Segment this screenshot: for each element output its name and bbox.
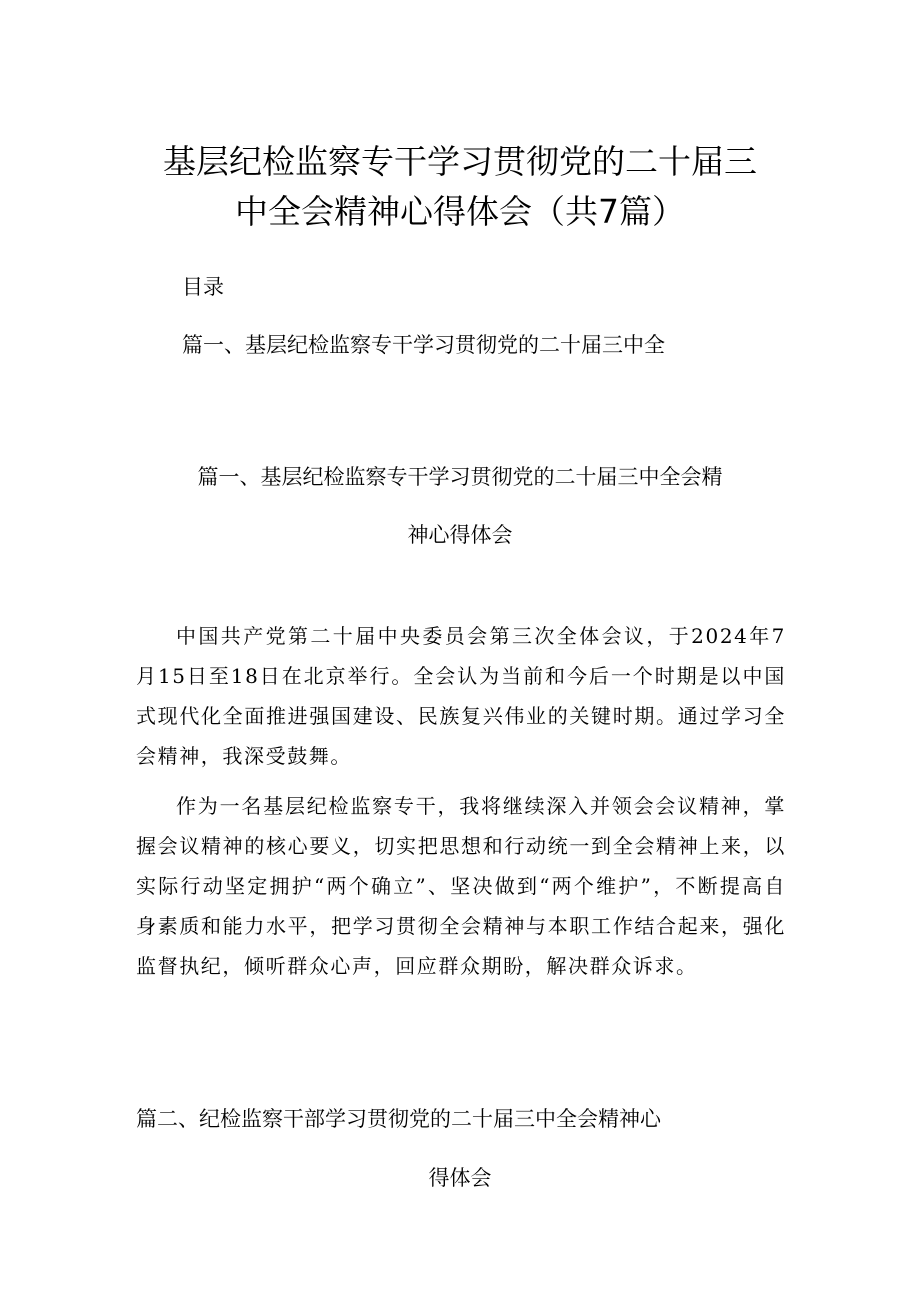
- section-1-title-line-2: 神心得体会: [407, 523, 513, 547]
- document-title-line-2: 中全会精神心得体会（共7篇）: [235, 192, 685, 231]
- section-1-paragraph-1-block: [136, 616, 786, 776]
- toc-item[interactable]: 篇一、基层纪检监察专干学习贯彻党的二十届三中全: [182, 333, 665, 357]
- section-1-paragraph-2-block: [136, 786, 786, 986]
- document-title-line-1: 基层纪检监察专干学习贯彻党的二十届三: [163, 142, 757, 181]
- section-1-title-line-1: 篇一、基层纪检监察专干学习贯彻党的二十届三中全会精: [197, 465, 723, 489]
- section-1-paragraph-2: 作为一名基层纪检监察专干，我将继续深入并领会会议精神，掌握会议精神的核心要义，切实把思想和行动统一到全会精神上来，以实际行动坚定拥护“两个确立”、坚决做到“两个维护”，不断提高自身素质和能力水平，把学习贯彻全会精神与本职工作结合起来，强化监督执纪，倾听群众心声，回应群众期盼，解决群众诉求。: [136, 794, 786, 978]
- toc-heading: 目录: [182, 275, 224, 299]
- section-2-title-line-2: 得体会: [428, 1166, 492, 1190]
- section-2-title-line-1: 篇二、纪检监察干部学习贯彻党的二十届三中全会精神心: [136, 1107, 661, 1131]
- section-1-paragraph-1: 中国共产党第二十届中央委员会第三次全体会议，于2024年7月15日至18日在北京举行。全会认为当前和今后一个时期是以中国式现代化全面推进强国建设、民族复兴伟业的关键时期。通过学习全会精神，我深受鼓舞。: [136, 624, 786, 768]
